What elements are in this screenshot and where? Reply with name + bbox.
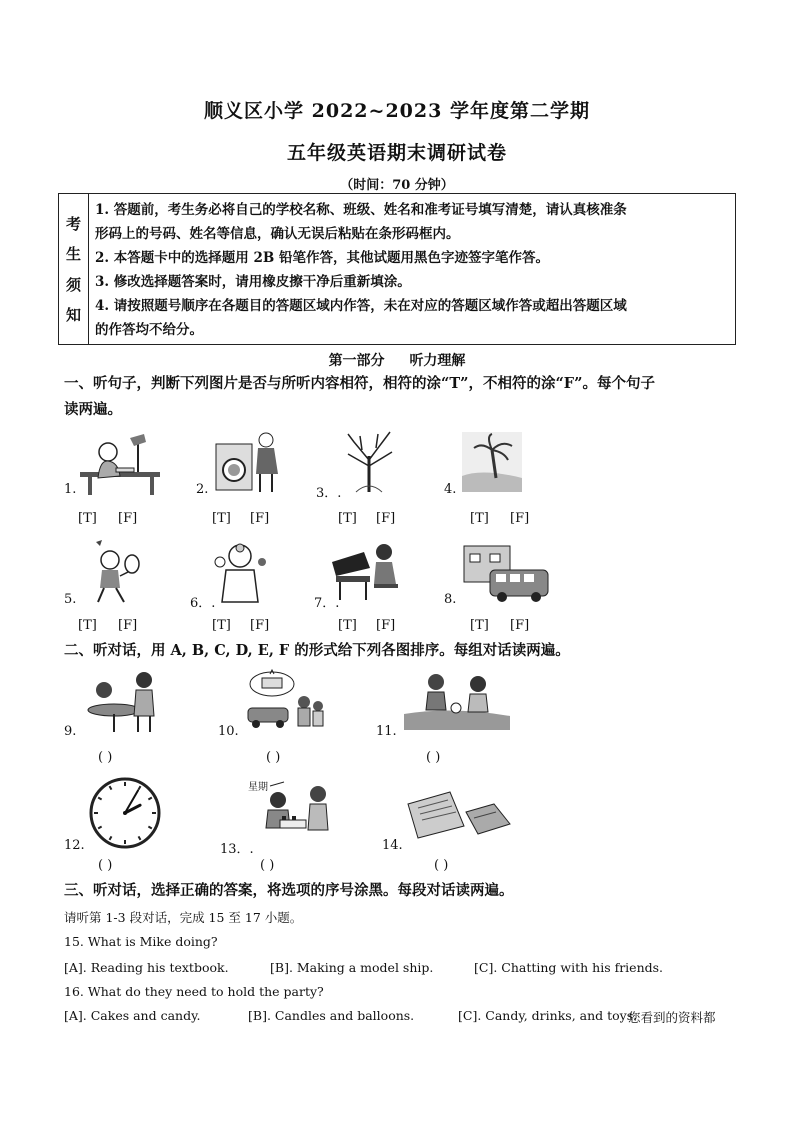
picture-woman-washing-machine: [212, 430, 282, 494]
q16-option-a[interactable]: [A]. Cakes and candy.: [64, 1008, 201, 1023]
notice-line: 4. 请按照题号顺序在各题目的答题区域内作答，未在对应的答题区域作答或超出答题区域: [95, 298, 627, 314]
question-number: 3．.: [316, 486, 342, 501]
notice-line: 1. 答题前，考生务必将自己的学校名称、班级、姓名和准考证号填写清楚，请认真核准条: [95, 202, 627, 218]
watermark-text: 您看到的资料都: [628, 1010, 716, 1025]
notice-line: 的作答均不给分。: [95, 322, 203, 338]
question-number: 14.: [382, 838, 403, 853]
notice-head-char: 考: [65, 214, 81, 233]
false-option[interactable]: [F]: [510, 618, 530, 633]
part-label: 第一部分: [328, 353, 385, 369]
notice-line: 形码上的号码、姓名等信息，确认无误后粘贴在条形码框内。: [95, 226, 460, 242]
question-number: 7．.: [314, 596, 340, 611]
true-option[interactable]: [T]: [78, 511, 97, 526]
question-number: 11.: [376, 724, 397, 739]
notice-line: 2. 本答题卡中的选择题用 2B 铅笔作答，其他试题用黑色字迹签字笔作答。: [95, 250, 549, 266]
exam-subtitle: 五年级英语期末调研试卷: [286, 142, 507, 164]
notice-body: [95, 198, 729, 342]
picture-palm-beach: [462, 432, 522, 492]
picture-boy-studying: [78, 430, 166, 496]
picture-piano: [330, 538, 402, 602]
true-option[interactable]: [T]: [470, 511, 489, 526]
picture-kids-football: [402, 670, 512, 732]
question-16: 16. What do they need to hold the party?: [64, 984, 324, 999]
question-number: 12.: [64, 838, 85, 853]
false-option[interactable]: [F]: [118, 511, 138, 526]
question-number: 10.: [218, 724, 239, 739]
false-option[interactable]: [F]: [250, 618, 270, 633]
section-one-line: 一、听句子，判断下列图片是否与所听内容相符，相符的涂“T”，不相符的涂“F”。每个句子: [64, 375, 655, 392]
answer-blank[interactable]: ( ): [98, 858, 113, 873]
true-option[interactable]: [T]: [212, 618, 231, 633]
question-number: 2.: [196, 482, 209, 497]
q15-option-b[interactable]: [B]. Making a model ship.: [270, 960, 434, 975]
section-three-instructions: 三、听对话，选择正确的答案，将选项的序号涂黑。每段对话读两遍。: [64, 882, 514, 899]
question-number: 9.: [64, 724, 77, 739]
part-name: 听力理解: [409, 353, 466, 369]
exam-time: （时间：70 分钟）: [340, 178, 454, 193]
picture-boy-woman-table: [82, 668, 162, 734]
notice-head-char: 须: [65, 275, 81, 294]
question-number: 13．.: [220, 842, 254, 857]
picture-taxi-hospital: [244, 668, 324, 732]
part-one-heading: [0, 350, 794, 370]
section-two-instructions: 二、听对话，用 A, B, C, D, E, F 的形式给下列各图排序。每组对话读两遍。: [64, 642, 570, 659]
question-number: 5.: [64, 592, 77, 607]
picture-clock: [88, 776, 162, 850]
answer-blank[interactable]: ( ): [260, 858, 275, 873]
question-number: 1.: [64, 482, 77, 497]
answer-blank[interactable]: ( ): [434, 858, 449, 873]
picture-chess: [240, 776, 336, 844]
false-option[interactable]: [F]: [510, 511, 530, 526]
notice-heading: [59, 194, 89, 344]
false-option[interactable]: [F]: [376, 511, 396, 526]
svg-text:星期: 星期: [248, 782, 268, 793]
notice-box: [58, 193, 736, 345]
section-one-instructions: [64, 371, 744, 423]
picture-doctor: [212, 538, 268, 606]
q16-option-b[interactable]: [B]. Candles and balloons.: [248, 1008, 415, 1023]
answer-blank[interactable]: ( ): [266, 750, 281, 765]
answer-blank[interactable]: ( ): [426, 750, 441, 765]
true-option[interactable]: [T]: [212, 511, 231, 526]
exam-title: 顺义区小学 2022~2023 学年度第二学期: [204, 100, 590, 122]
false-option[interactable]: [F]: [250, 511, 270, 526]
question-15: 15. What is Mike doing?: [64, 934, 218, 949]
q16-option-c[interactable]: [C]. Candy, drinks, and toys.: [458, 1008, 638, 1023]
q15-option-a[interactable]: [A]. Reading his textbook.: [64, 960, 229, 975]
true-option[interactable]: [T]: [338, 511, 357, 526]
true-option[interactable]: [T]: [338, 618, 357, 633]
picture-newspapers: [404, 782, 514, 842]
question-number: 8.: [444, 592, 457, 607]
picture-bus: [460, 542, 550, 604]
answer-blank[interactable]: ( ): [98, 750, 113, 765]
question-number: 6．.: [190, 596, 216, 611]
q15-option-c[interactable]: [C]. Chatting with his friends.: [474, 960, 664, 975]
question-number: 4.: [444, 482, 457, 497]
notice-line: 3. 修改选择题答案时，请用橡皮擦干净后重新填涂。: [95, 274, 411, 290]
false-option[interactable]: [F]: [376, 618, 396, 633]
true-option[interactable]: [T]: [78, 618, 97, 633]
false-option[interactable]: [F]: [118, 618, 138, 633]
picture-badminton: [82, 536, 146, 606]
notice-head-char: 知: [65, 306, 81, 325]
notice-head-char: 生: [65, 245, 81, 264]
picture-bare-tree: [334, 430, 404, 494]
section-three-note: 请听第 1-3 段对话，完成 15 至 17 小题。: [64, 910, 303, 925]
section-one-line: 读两遍。: [64, 401, 122, 418]
true-option[interactable]: [T]: [470, 618, 489, 633]
